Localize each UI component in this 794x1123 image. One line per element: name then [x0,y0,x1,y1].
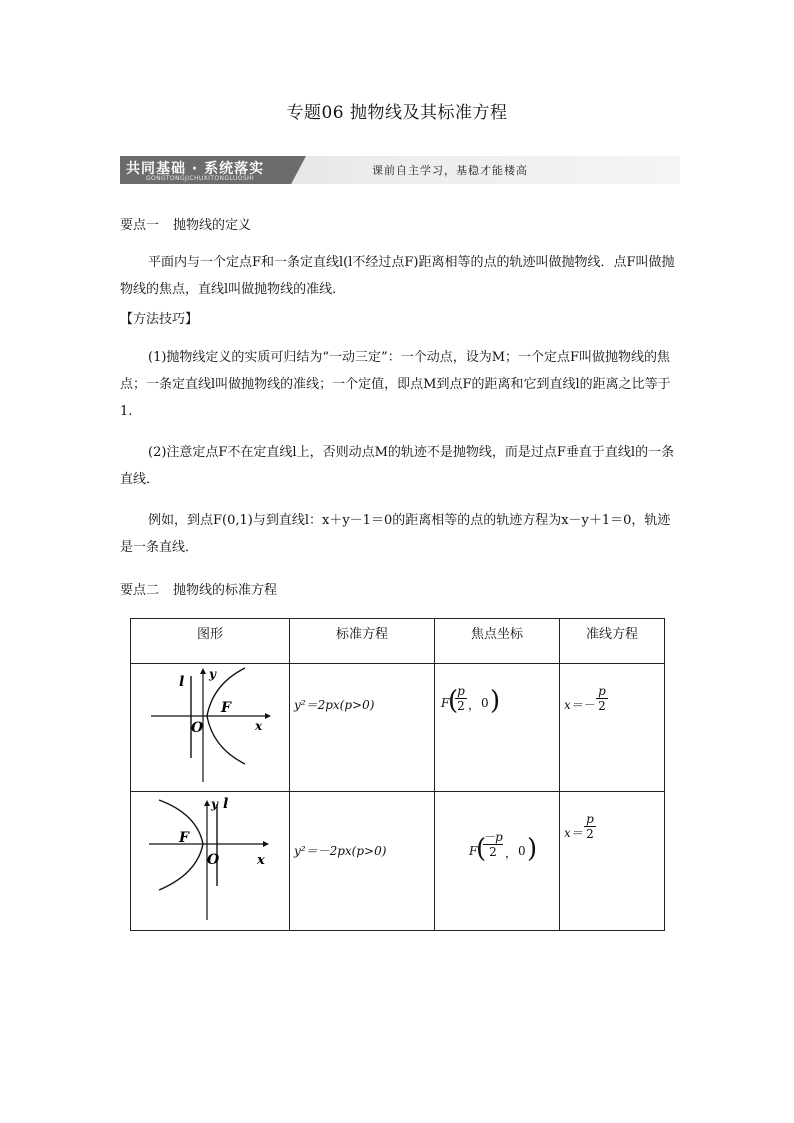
graph-label-y: y [209,667,216,681]
banner-pinyin: GONGTONGJICHUXITONGLUOSHI [146,175,255,182]
graph-cell [131,664,290,792]
focus-close-paren: ) [527,834,538,864]
table-row [131,792,665,931]
section2-title: 抛物线的标准方程 [173,583,278,598]
focus-denominator: 2 [489,845,497,859]
header-directrix: 准线方程 [560,619,665,664]
page-title: 专题06 抛物线及其标准方程 [286,103,508,123]
parabola-left-graph [131,792,289,930]
standard-equation: y²＝－2px(p>0) [294,844,387,858]
graph-label-focus: F [221,700,231,716]
focus-close-paren: ) [490,686,501,716]
graph-label-y: y [211,797,218,811]
focus-comma: ， [505,846,518,860]
directrix-prefix: x＝ [564,826,583,840]
directrix-cell [560,792,665,931]
section1-label: 要点一 [120,218,160,233]
focus-cell [435,792,560,931]
definition-paragraph: 平面内与一个定点F和一条定直线l(l不经过点F)距离相等的点的轨迹叫做抛物线．点F叫做抛物线的焦点，直线l叫做抛物线的准线． [120,255,675,297]
focus-comma: ， [468,698,481,712]
directrix-prefix: x＝－ [564,698,595,712]
equation-cell [290,792,435,931]
section1-heading [120,214,251,233]
section1-title: 抛物线的定义 [173,218,252,233]
focus-denominator: 2 [457,699,465,713]
directrix-fraction [596,684,608,713]
graph-label-l: l [223,796,229,812]
focus-prefix: F [441,696,450,710]
directrix-cell [560,664,665,792]
focus-prefix: F [469,844,478,858]
header-equation: 标准方程 [290,619,435,664]
focus-second: 0 [481,696,489,710]
focus-open-paren: ( [476,834,487,864]
method-heading: 【方法技巧】 [120,312,199,327]
graph-label-l: l [179,674,185,690]
table-row [131,664,665,792]
graph-label-origin: O [207,852,220,868]
equation-cell [290,664,435,792]
standard-equation: y²＝2px(p>0) [294,698,375,712]
section2-label: 要点二 [120,583,160,598]
method-point-1: (1)抛物线定义的实质可归结为“一动三定”：一个动点，设为M；一个定点F叫做抛物线的焦点；一条定直线l叫做抛物线的准线；一个定值，即点M到点F的距离和它到直线l的距离之比等于1. [120,350,671,419]
focus-second: 0 [518,844,526,858]
focus-fraction [455,684,467,713]
parabola-right-graph [131,664,289,791]
header-focus: 焦点坐标 [435,619,560,664]
banner-subtitle: 课前自主学习，基稳才能楼高 [372,164,528,177]
graph-label-x: x [257,853,265,868]
method-example: 例如，到点F(0,1)与到直线l：x＋y－1＝0的距离相等的点的轨迹方程为x－y＋1＝0，轨迹是一条直线． [120,513,671,555]
standard-equation-table [130,618,665,931]
focus-fraction [483,830,503,859]
graph-label-x: x [255,719,263,733]
focus-open-paren: ( [448,686,459,716]
header-graph: 图形 [131,619,290,664]
focus-cell [435,664,560,792]
directrix-numerator: p [598,684,606,698]
graph-cell [131,792,290,931]
section2-heading [120,579,277,598]
banner-title: 共同基础 · 系统落实 [126,161,265,177]
graph-label-focus: F [179,830,189,846]
method-point-2: (2)注意定点F不在定直线l上，否则动点M的轨迹不是抛物线，而是过点F垂直于直线l的一条直线． [120,445,675,487]
directrix-denominator: 2 [586,827,594,841]
focus-numerator: p [457,684,465,698]
focus-numerator: －p [483,830,503,844]
directrix-numerator: p [586,812,594,826]
section-banner [120,156,680,184]
table-header-row [131,619,665,664]
directrix-fraction [584,812,596,841]
directrix-denominator: 2 [598,699,606,713]
graph-label-origin: O [191,720,204,736]
